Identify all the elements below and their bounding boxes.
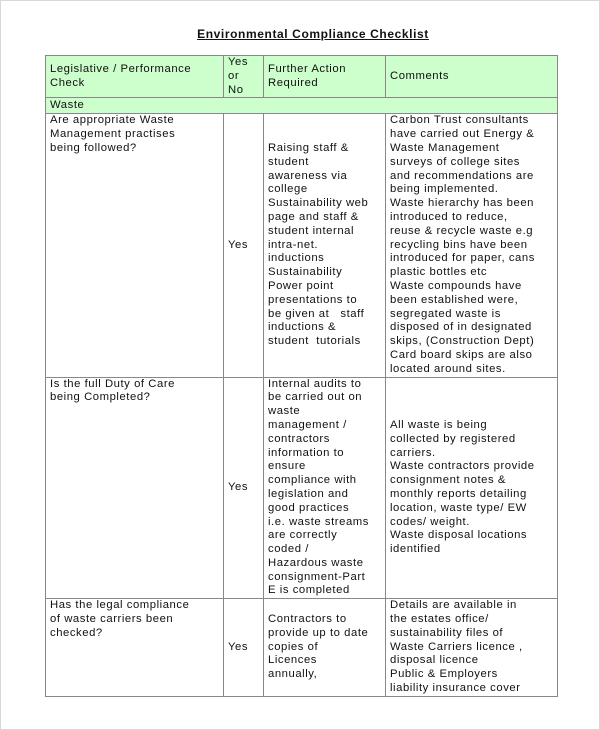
cell-line: consignment-Part [268, 570, 366, 583]
cell-line: being Completed? [50, 391, 151, 404]
header-check [46, 56, 224, 98]
header-action [264, 56, 386, 98]
header-text: Further Action [268, 62, 347, 75]
cell-line: be carried out on [268, 391, 363, 404]
cell-line: are correctly [268, 529, 338, 542]
cell-line: Sustainability web [268, 197, 369, 210]
cell-line: Waste contractors provide [390, 460, 535, 473]
cell-line: liability insurance cover [390, 682, 521, 695]
cell-line: been established were, [390, 293, 519, 306]
cell-line: plastic bottles etc [390, 266, 488, 279]
cell-line: and recommendations are [390, 169, 534, 182]
yes-no-cell: Yes [224, 599, 264, 697]
cell-line: Waste hierarchy has been [390, 197, 535, 210]
cell-line: segregated waste is [390, 307, 501, 320]
cell-line: Waste disposal locations [390, 529, 528, 542]
cell-line: inductions & [268, 321, 337, 334]
cell-line: presentations to [268, 293, 358, 306]
cell-line: Contractors to [268, 613, 347, 626]
cell-line: inductions [268, 252, 325, 265]
header-yesno [224, 56, 264, 98]
cell-line: being implemented. [390, 183, 499, 196]
cell-line: monthly reports detailing [390, 487, 527, 500]
cell-line: Power point [268, 279, 334, 292]
comments-cell [386, 114, 558, 377]
header-text: Required [268, 76, 319, 89]
cell-line: student internal [268, 224, 355, 237]
section-row [46, 98, 558, 114]
check-cell [46, 599, 224, 697]
compliance-table [45, 55, 558, 697]
yes-no-cell: Yes [224, 377, 264, 599]
header-text: Yes [228, 56, 249, 68]
check-cell [46, 114, 224, 377]
cell-line: Waste compounds have [390, 279, 522, 292]
cell-line: Waste Management [390, 141, 500, 154]
yes-no-cell: Yes [224, 114, 264, 377]
header-text: No [228, 83, 244, 96]
table-row [46, 599, 558, 697]
document-title: Environmental Compliance Checklist [197, 27, 429, 41]
cell-line: Are appropriate Waste [50, 114, 175, 127]
table-row [46, 114, 558, 377]
cell-line: copies of [268, 640, 319, 653]
cell-line: information to [268, 446, 345, 459]
cell-line: Raising staff & [268, 141, 349, 154]
cell-line: E is completed [268, 584, 350, 597]
cell-line: Hazardous waste [268, 556, 364, 569]
cell-line: skips, (Construction Dept) [390, 335, 535, 348]
cell-line: Sustainability [268, 266, 343, 279]
cell-line: introduced to reduce, [390, 210, 508, 223]
cell-line: waste [268, 405, 301, 418]
cell-line: student tutorials [268, 335, 361, 348]
header-comments [386, 56, 558, 98]
cell-line: consignment notes & [390, 474, 506, 487]
action-cell [264, 599, 386, 697]
cell-line: Details are available in [390, 599, 517, 612]
header-text: Legislative / Performance [50, 62, 192, 75]
check-cell [46, 377, 224, 599]
cell-line: annually, [268, 668, 318, 681]
cell-line: identified [390, 543, 441, 556]
cell-line: coded / [268, 543, 309, 556]
action-cell [264, 377, 386, 599]
cell-line: disposed of in designated [390, 321, 532, 334]
cell-line: page and staff & [268, 210, 359, 223]
cell-line: Licences [268, 654, 317, 667]
cell-line: management / [268, 418, 347, 431]
cell-line: Carbon Trust consultants [390, 114, 529, 127]
cell-line: codes/ weight. [390, 515, 470, 528]
cell-line: compliance with [268, 474, 357, 487]
cell-line: All waste is being [390, 418, 488, 431]
cell-line: contractors [268, 432, 330, 445]
action-cell [264, 114, 386, 377]
cell-line: Public & Employers [390, 668, 498, 681]
cell-line: student [268, 155, 309, 168]
cell-line: checked? [50, 626, 103, 639]
cell-line: introduced for paper, cans [390, 252, 535, 265]
cell-line: awareness via [268, 169, 348, 182]
header-text: Comments [390, 69, 450, 82]
cell-line: i.e. waste streams [268, 515, 369, 528]
cell-line: legislation and [268, 487, 349, 500]
cell-line: being followed? [50, 141, 137, 154]
cell-line: collected by registered [390, 432, 516, 445]
header-text: Check [50, 76, 85, 89]
cell-line: located around sites. [390, 362, 506, 375]
cell-line: of waste carriers been [50, 613, 174, 626]
cell-line: be given at staff [268, 307, 365, 320]
table-row [46, 377, 558, 599]
cell-line: college [268, 183, 308, 196]
cell-line: surveys of college sites [390, 155, 520, 168]
cell-line: provide up to date [268, 626, 369, 639]
header-text: or [228, 69, 240, 82]
cell-line: sustainability files of [390, 626, 504, 639]
cell-line: ensure [268, 460, 306, 473]
cell-line: disposal licence [390, 654, 479, 667]
cell-line: the estates office/ [390, 613, 489, 626]
cell-line: Waste Carriers licence , [390, 640, 523, 653]
comments-cell [386, 377, 558, 599]
cell-line: location, waste type/ EW [390, 501, 527, 514]
comments-cell [386, 599, 558, 697]
section-title: Waste [46, 98, 558, 114]
cell-line: Is the full Duty of Care [50, 377, 175, 390]
cell-line: Management practises [50, 128, 176, 141]
cell-line: recycling bins have been [390, 238, 528, 251]
cell-line: reuse & recycle waste e.g [390, 224, 534, 237]
table-header-row [46, 56, 558, 98]
cell-line: good practices [268, 501, 350, 514]
cell-line: Card board skips are also [390, 348, 533, 361]
cell-line: Internal audits to [268, 377, 362, 390]
cell-line: carriers. [390, 446, 436, 459]
cell-line: intra-net. [268, 238, 319, 251]
cell-line: Has the legal compliance [50, 599, 190, 612]
cell-line: have carried out Energy & [390, 128, 535, 141]
